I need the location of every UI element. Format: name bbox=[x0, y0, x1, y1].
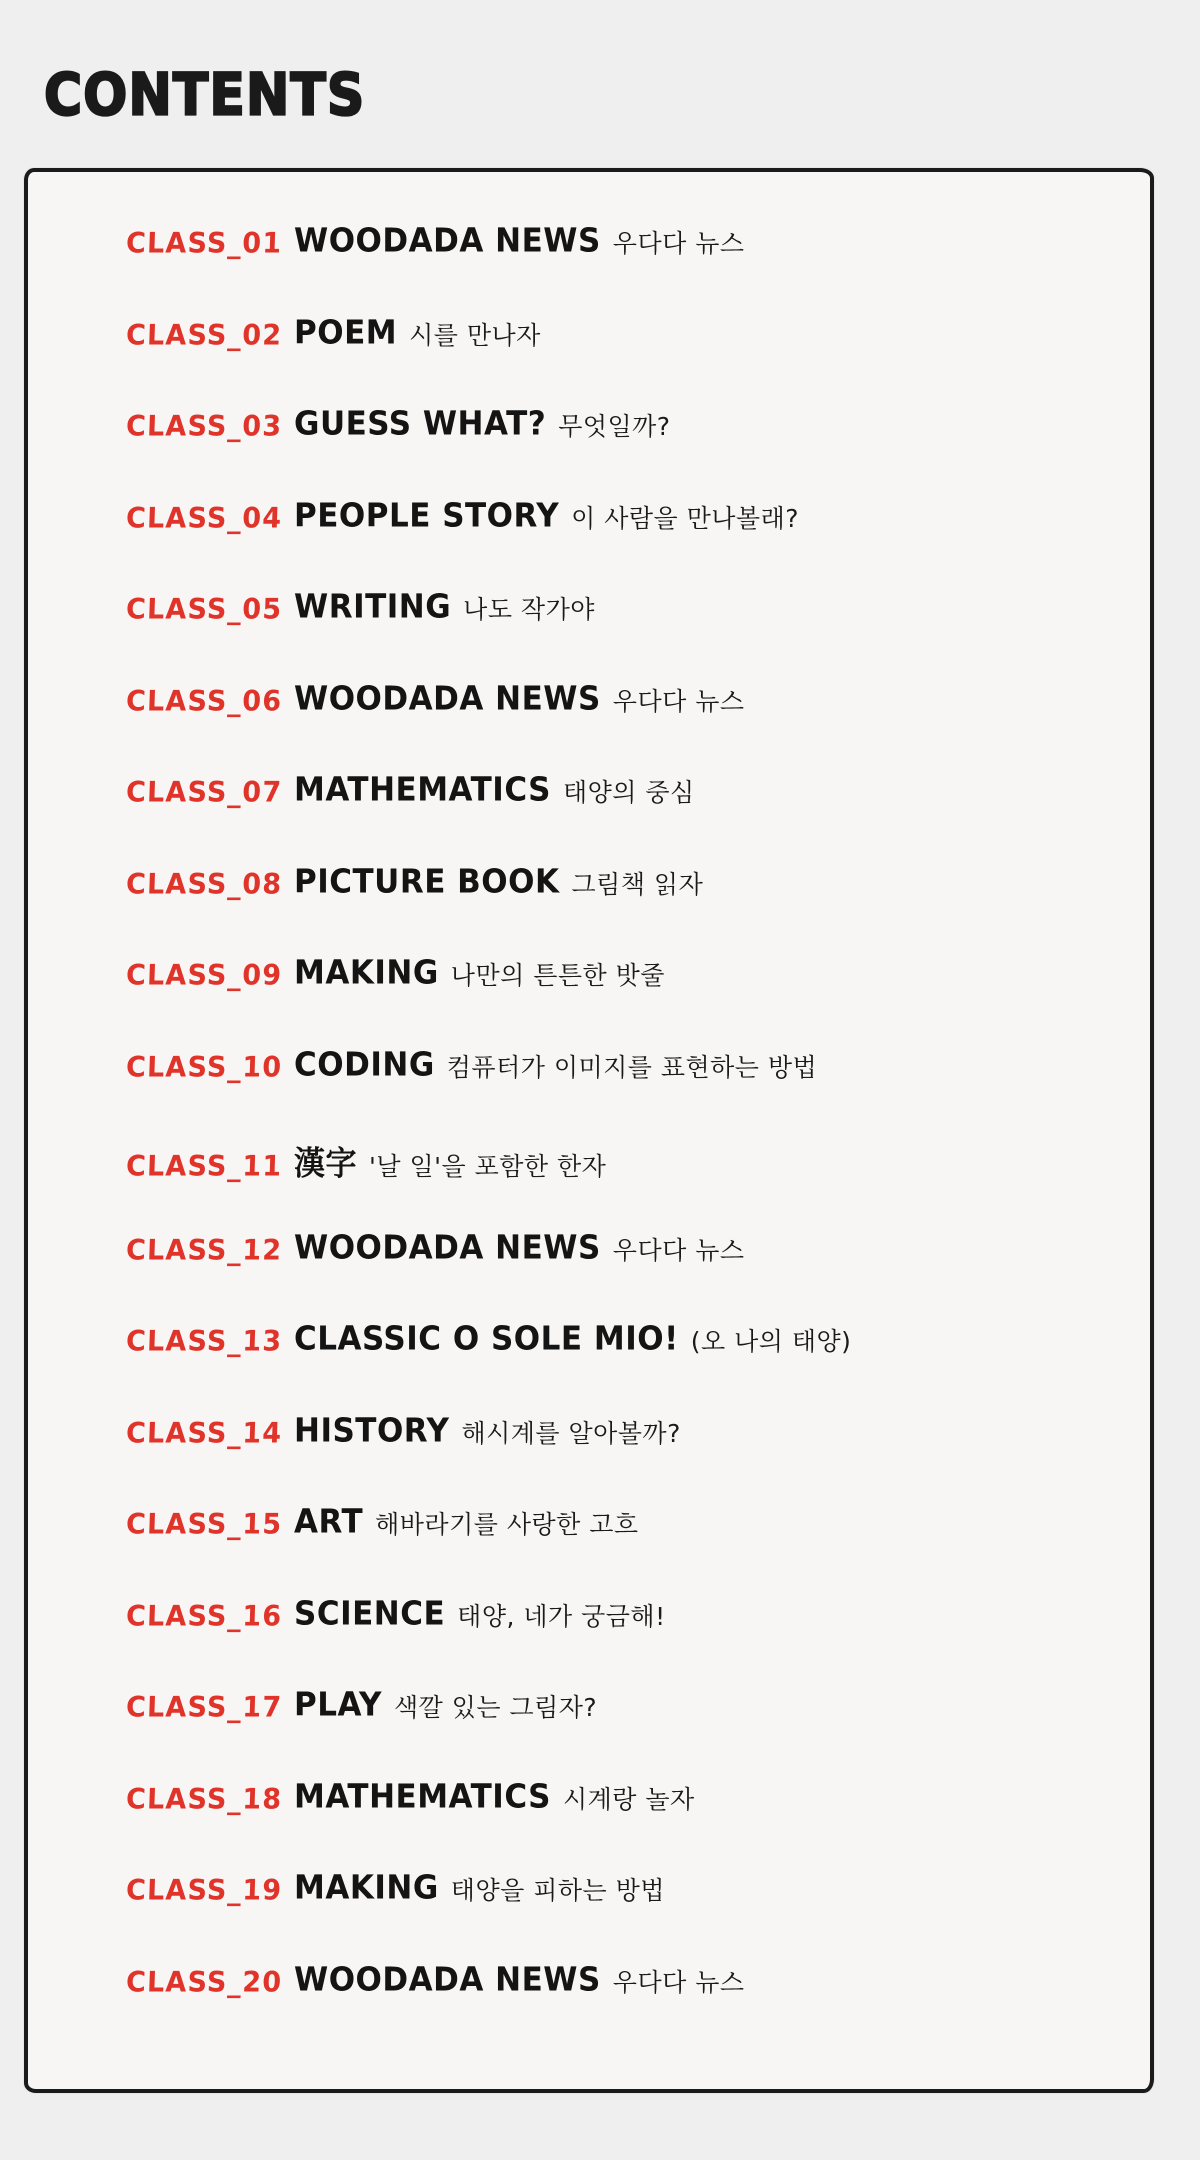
page-title: CONTENTS bbox=[44, 62, 366, 130]
contents-row[interactable] bbox=[28, 1685, 1150, 1780]
entry-title bbox=[294, 953, 665, 992]
contents-row[interactable] bbox=[28, 313, 1150, 408]
entry-title-en: ART bbox=[294, 1502, 364, 1541]
class-label: CLASS_07 bbox=[125, 776, 283, 809]
contents-row[interactable] bbox=[28, 587, 1150, 682]
contents-row[interactable] bbox=[28, 1139, 1150, 1231]
entry-title-en: CLASSIC O SOLE MIO! bbox=[294, 1319, 679, 1358]
entry-title-en: GUESS WHAT? bbox=[294, 404, 547, 443]
class-label: CLASS_06 bbox=[125, 684, 283, 718]
entry-title-en: WOODADA NEWS bbox=[294, 1960, 601, 1999]
class-label: CLASS_15 bbox=[125, 1508, 283, 1541]
entry-title-en: PLAY bbox=[294, 1685, 382, 1724]
entry-title bbox=[294, 1228, 745, 1267]
class-label: CLASS_09 bbox=[125, 959, 283, 992]
entry-title bbox=[294, 496, 800, 535]
contents-row[interactable] bbox=[28, 404, 1150, 499]
entry-title-ko: 이 사람을 만나볼래? bbox=[571, 503, 800, 533]
class-label: CLASS_13 bbox=[125, 1325, 283, 1358]
entry-title bbox=[294, 1139, 606, 1184]
class-label: CLASS_04 bbox=[125, 501, 283, 535]
entry-title bbox=[294, 862, 704, 901]
contents-row[interactable] bbox=[28, 1868, 1150, 1963]
entry-title-ko: 해시계를 알아볼까? bbox=[461, 1418, 681, 1448]
entry-title-ko: 우다다 뉴스 bbox=[612, 229, 745, 258]
entry-title-ko: 우다다 뉴스 bbox=[612, 1967, 745, 1997]
entry-title bbox=[294, 1960, 745, 1999]
contents-box bbox=[24, 168, 1154, 2093]
entry-title-en: WOODADA NEWS bbox=[294, 221, 601, 260]
entry-title-ko: 시를 만나자 bbox=[409, 320, 541, 350]
contents-row[interactable] bbox=[28, 496, 1150, 591]
class-label: CLASS_19 bbox=[125, 1874, 283, 1907]
entry-title bbox=[294, 1502, 639, 1541]
entry-title-ko: 태양을 피하는 방법 bbox=[450, 1876, 665, 1905]
entry-title-en: HISTORY bbox=[294, 1411, 450, 1450]
entry-title-ko: 나만의 튼튼한 밧줄 bbox=[450, 961, 665, 990]
entry-title-en: WOODADA NEWS bbox=[294, 679, 601, 718]
contents-row[interactable] bbox=[28, 1045, 1150, 1140]
entry-title-ko: 무엇일까? bbox=[558, 412, 671, 441]
entry-title-ko: 나도 작가야 bbox=[463, 595, 595, 624]
entry-title-ko: 우다다 뉴스 bbox=[612, 686, 745, 716]
entry-title-ko: (오 나의 태양) bbox=[690, 1327, 852, 1356]
contents-list bbox=[28, 172, 1150, 2054]
entry-title-en: CODING bbox=[294, 1045, 435, 1084]
entry-title-en: PICTURE BOOK bbox=[294, 862, 560, 901]
class-label: CLASS_03 bbox=[125, 410, 283, 443]
entry-title-ko: '날 일'을 포함한 한자 bbox=[369, 1152, 607, 1181]
class-label: CLASS_02 bbox=[125, 318, 283, 352]
contents-row[interactable] bbox=[28, 1411, 1150, 1506]
entry-title-ko: 해바라기를 사랑한 고흐 bbox=[375, 1510, 639, 1539]
entry-title-ko: 색깔 있는 그림자? bbox=[393, 1693, 598, 1722]
entry-title-ko: 컴퓨터가 이미지를 표현하는 방법 bbox=[446, 1052, 818, 1082]
entry-title-en: WRITING bbox=[294, 587, 452, 626]
entry-title bbox=[294, 1045, 818, 1084]
contents-row[interactable] bbox=[28, 1319, 1150, 1414]
contents-row[interactable] bbox=[28, 1502, 1150, 1597]
class-label: CLASS_12 bbox=[125, 1233, 283, 1267]
class-label: CLASS_17 bbox=[125, 1691, 283, 1724]
entry-title-en: WOODADA NEWS bbox=[294, 1228, 601, 1267]
contents-row[interactable] bbox=[28, 862, 1150, 957]
entry-title bbox=[294, 1685, 598, 1724]
entry-title-en: 漢字 bbox=[294, 1144, 357, 1183]
entry-title bbox=[294, 313, 541, 352]
entry-title-ko: 태양, 네가 궁금해! bbox=[457, 1601, 666, 1631]
entry-title bbox=[294, 587, 595, 626]
entry-title-ko: 시계랑 놀자 bbox=[562, 1784, 695, 1814]
entry-title-en: MATHEMATICS bbox=[294, 770, 551, 809]
entry-title bbox=[294, 1777, 695, 1816]
entry-title-en: MAKING bbox=[294, 953, 439, 992]
class-label: CLASS_20 bbox=[125, 1965, 283, 1999]
class-label: CLASS_10 bbox=[125, 1050, 283, 1084]
entry-title-en: POEM bbox=[294, 313, 398, 352]
class-label: CLASS_16 bbox=[125, 1599, 283, 1633]
class-label: CLASS_01 bbox=[125, 227, 283, 260]
class-label: CLASS_05 bbox=[125, 593, 283, 626]
class-label: CLASS_14 bbox=[125, 1416, 283, 1450]
contents-row[interactable] bbox=[28, 221, 1150, 316]
entry-title bbox=[294, 770, 695, 809]
entry-title-en: MATHEMATICS bbox=[294, 1777, 551, 1816]
entry-title-ko: 우다다 뉴스 bbox=[612, 1235, 745, 1265]
entry-title-ko: 태양의 중심 bbox=[562, 778, 695, 807]
class-label: CLASS_18 bbox=[125, 1782, 283, 1816]
contents-row[interactable] bbox=[28, 1777, 1150, 1872]
contents-row[interactable] bbox=[28, 1960, 1150, 2055]
contents-row[interactable] bbox=[28, 679, 1150, 774]
contents-row[interactable] bbox=[28, 953, 1150, 1048]
class-label: CLASS_11 bbox=[125, 1150, 283, 1183]
entry-title bbox=[294, 1594, 666, 1633]
contents-row[interactable] bbox=[28, 1594, 1150, 1689]
entry-title bbox=[294, 679, 745, 718]
entry-title bbox=[294, 404, 671, 443]
class-label: CLASS_08 bbox=[125, 867, 283, 901]
contents-row[interactable] bbox=[28, 770, 1150, 865]
entry-title bbox=[294, 221, 745, 260]
entry-title-en: SCIENCE bbox=[294, 1594, 446, 1633]
contents-row[interactable] bbox=[28, 1228, 1150, 1323]
entry-title-en: PEOPLE STORY bbox=[294, 496, 560, 535]
entry-title-ko: 그림책 읽자 bbox=[571, 869, 704, 899]
entry-title-en: MAKING bbox=[294, 1868, 439, 1907]
entry-title bbox=[294, 1319, 852, 1358]
entry-title bbox=[294, 1868, 665, 1907]
entry-title bbox=[294, 1411, 681, 1450]
